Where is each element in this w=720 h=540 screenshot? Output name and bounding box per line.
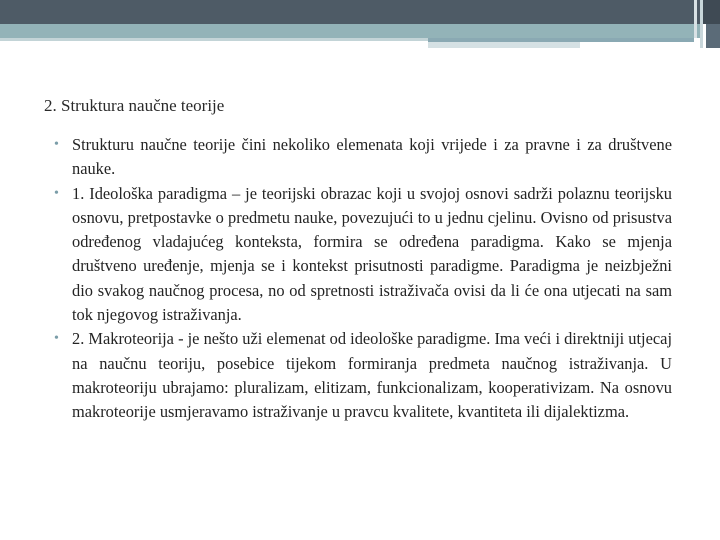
header-band-teal (0, 24, 700, 38)
bullet-text: 2. Makroteorija - je nešto uži elemenat od ideološke paradigme. Ima veći i direktniji utjecaj na naučnu teoriju, posebice tijekom formiranja predmeta naučnog istraživanja. U makroteoriju ubrajamo: pluralizam, elitizam, funkcionalizam, kooperativizam. Na osnovu makroteorije usmjeravamo istraživanje u pravcu kvalitete, kvantiteta ili dijalektizma. (72, 329, 672, 422)
bullet-item (52, 327, 672, 424)
bullet-item (52, 182, 672, 328)
header-rule-light (0, 38, 428, 41)
slide-title: 2. Struktura naučne teorije (44, 96, 225, 115)
edge-stripe (700, 0, 703, 48)
bullet-icon: • (54, 185, 59, 201)
bullet-icon: • (54, 331, 59, 347)
bullet-item (52, 133, 672, 182)
bullet-text: Strukturu naučne teorije čini nekoliko elemenata koji vrijede i za pravne i za društvene nauke. (72, 135, 672, 179)
bullet-list (52, 133, 672, 425)
edge-block (706, 24, 720, 48)
bullet-icon: • (54, 137, 59, 152)
bullet-text: 1. Ideološka paradigma – je teorijski obrazac koji u svojoj osnovi sadrži polaznu teorijsku osnovu, pretpostavke o predmetu nauke, povezujući to u jednu cjelinu. Ovisno od prisustva određenog vladajućeg konteksta, formira se određena paradigma. Kako se mjenja društveno uređenje, mjenja se i kontekst prisutnosti paradigme. Paradigma je neizbježni dio svakog naučnog procesa, no od spretnosti istraživača ovisi da li će ona utjecati na sam tok njegovog istraživanja. (72, 183, 672, 325)
header-band-dark (0, 0, 720, 24)
header-rule-accent-lower (428, 42, 580, 48)
edge-stripe (694, 0, 697, 38)
header-edge-decoration (694, 0, 720, 48)
